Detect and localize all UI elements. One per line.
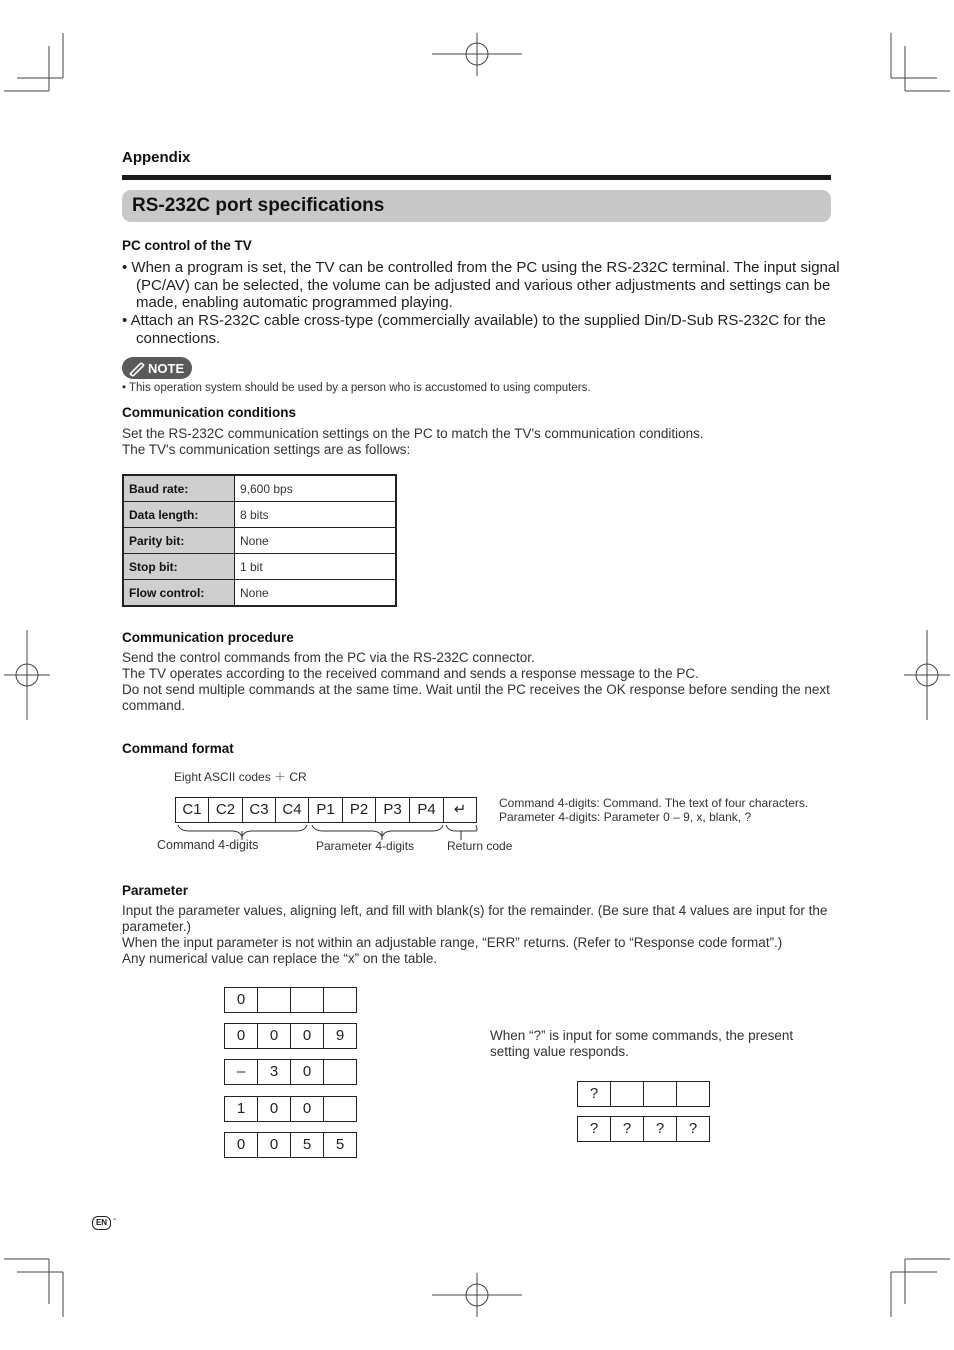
comm-conditions-heading: Communication conditions: [122, 405, 296, 420]
setting-key: Data length:: [123, 502, 235, 528]
setting-value: 9,600 bps: [235, 475, 397, 502]
param-example-row: [224, 987, 357, 1013]
setting-value: 8 bits: [235, 502, 397, 528]
cmd-cell-p3: P3: [375, 797, 410, 823]
return-code-label: Return code: [447, 839, 513, 853]
title-banner: [122, 190, 831, 222]
setting-key: Baud rate:: [123, 475, 235, 502]
cmd-cell-p2: P2: [342, 797, 376, 823]
param-example-row: [224, 1059, 357, 1085]
parameter-heading: Parameter: [122, 883, 189, 898]
comm-conditions-line-1: Set the RS-232C communication settings on the PC to match the TV's communication conditions.: [122, 426, 704, 441]
param-cell: 0: [224, 987, 258, 1013]
param-cell: 1: [224, 1096, 258, 1122]
param-cell: 0: [290, 1096, 324, 1122]
setting-value: None: [235, 580, 397, 607]
table-row: [123, 502, 396, 528]
setting-value: None: [235, 528, 397, 554]
cmd-cell-c1: C1: [175, 797, 209, 823]
parameter-line-1: Input the parameter values, aligning left, and fill with blank(s) for the remainder. (Be sure that 4 values are input for the parameter.): [122, 903, 828, 934]
param-cell: [290, 987, 324, 1013]
page-title: RS-232C port specifications: [132, 195, 385, 216]
parameter-desc: Parameter 4-digits: Parameter 0 – 9, x, blank, ?: [499, 810, 752, 824]
pc-control-bullet-1: • When a program is set, the TV can be controlled from the PC using the RS-232C terminal. The input signal (PC/AV) can be selected, the volume can be adjusted and various other adjustments and settings can be made, enabling automatic programmed playing.: [122, 259, 840, 311]
query-note: When “?” is input for some commands, the present setting value responds.: [490, 1028, 794, 1059]
param-cell: 0: [257, 1023, 291, 1049]
query-example-row: [577, 1116, 710, 1142]
param-example-row: [224, 1132, 357, 1158]
parameter-line-3: Any numerical value can replace the “x” on the table.: [122, 951, 438, 966]
param-cell: 3: [257, 1059, 291, 1085]
section-label: Appendix: [122, 149, 191, 166]
setting-key: Parity bit:: [123, 528, 235, 554]
query-example-row: [577, 1081, 710, 1107]
param-example-row: [224, 1096, 357, 1122]
cmd-cell-c2: C2: [208, 797, 243, 823]
comm-procedure-line-3: Do not send multiple commands at the same time. Wait until the PC receives the OK response before sending the next command.: [122, 682, 830, 713]
query-cell: [676, 1081, 710, 1107]
cmd-cell-c4: C4: [275, 797, 309, 823]
table-row: [123, 528, 396, 554]
ascii-codes-label: Eight ASCII codes ＋ CR: [174, 770, 307, 784]
language-badge: EN: [92, 1216, 111, 1230]
parameter-digits-label: Parameter 4-digits: [316, 839, 415, 853]
comm-settings-table: [122, 474, 397, 607]
return-key-icon: ↵: [443, 797, 477, 823]
param-cell: 0: [224, 1023, 258, 1049]
pencil-icon: [126, 357, 148, 379]
table-row: [123, 580, 396, 607]
section-rule: [122, 175, 831, 180]
query-cell: ?: [577, 1116, 611, 1142]
query-cell: ?: [643, 1116, 677, 1142]
pc-control-heading: PC control of the TV: [122, 238, 252, 253]
param-cell: 5: [290, 1132, 324, 1158]
table-row: [123, 475, 396, 502]
parameter-line-2: When the input parameter is not within an adjustable range, “ERR” returns. (Refer to “Response code format”.): [122, 935, 783, 950]
cmd-cell-p1: P1: [308, 797, 343, 823]
note-label: NOTE: [148, 361, 185, 376]
param-cell: –: [224, 1059, 258, 1085]
param-cell: [257, 987, 291, 1013]
param-cell: 0: [257, 1132, 291, 1158]
note-text: • This operation system should be used by a person who is accustomed to using computers.: [122, 382, 591, 394]
setting-key: Flow control:: [123, 580, 235, 607]
param-cell: 0: [290, 1059, 324, 1085]
command-digits-label: Command 4-digits: [157, 838, 259, 852]
param-cell: [323, 1096, 357, 1122]
param-example-row: [224, 1023, 357, 1049]
comm-procedure-heading: Communication procedure: [122, 630, 294, 645]
query-cell: ?: [610, 1116, 644, 1142]
comm-procedure-line-1: Send the control commands from the PC via the RS-232C connector.: [122, 650, 535, 665]
table-row: [123, 554, 396, 580]
query-cell: ?: [676, 1116, 710, 1142]
note-badge: [122, 357, 192, 379]
setting-key: Stop bit:: [123, 554, 235, 580]
param-cell: [323, 987, 357, 1013]
query-cell: [610, 1081, 644, 1107]
param-cell: 0: [290, 1023, 324, 1049]
param-cell: 0: [224, 1132, 258, 1158]
pc-control-bullet-2: • Attach an RS-232C cable cross-type (commercially available) to the supplied Din/D-Sub RS-232C for the connections.: [122, 312, 826, 347]
param-cell: 0: [257, 1096, 291, 1122]
param-cell: [323, 1059, 357, 1085]
param-cell: 5: [323, 1132, 357, 1158]
cmd-cell-p4: P4: [409, 797, 444, 823]
command-desc: Command 4-digits: Command. The text of four characters.: [499, 796, 809, 810]
command-format-heading: Command format: [122, 741, 234, 756]
query-cell: [643, 1081, 677, 1107]
comm-procedure-line-2: The TV operates according to the received command and sends a response message to the PC.: [122, 666, 699, 681]
setting-value: 1 bit: [235, 554, 397, 580]
cmd-cell-c3: C3: [242, 797, 276, 823]
page-number-dash: -: [113, 1214, 117, 1225]
query-cell: ?: [577, 1081, 611, 1107]
param-cell: 9: [323, 1023, 357, 1049]
comm-conditions-line-2: The TV's communication settings are as follows:: [122, 442, 411, 457]
